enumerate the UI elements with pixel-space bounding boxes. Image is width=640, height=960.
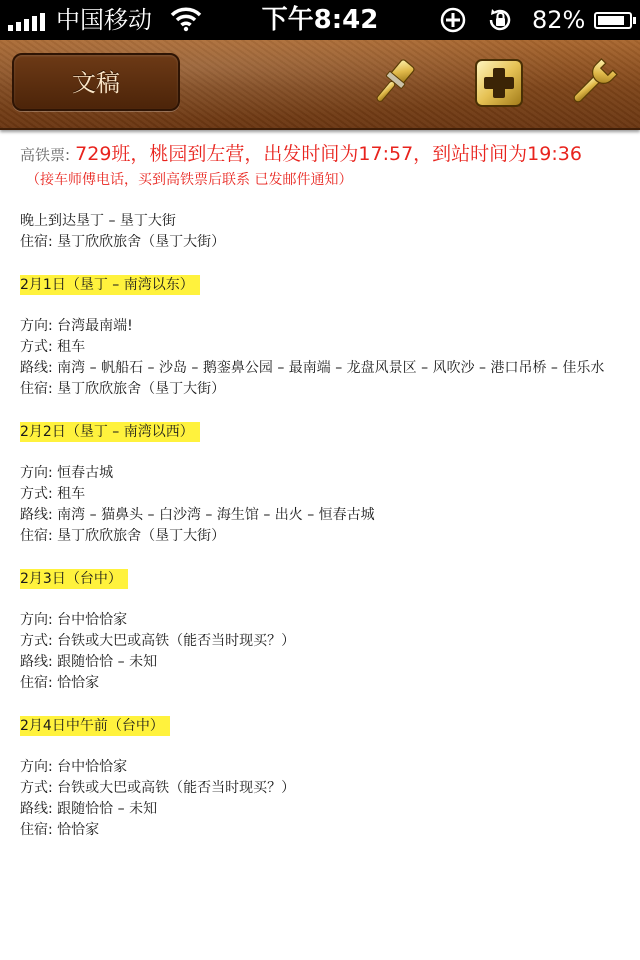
intro-line: 晚上到达垦丁 – 垦丁大街 bbox=[20, 213, 176, 229]
day-line: 方式: 台铁或大巴或高铁（能否当时现买？） bbox=[20, 633, 296, 649]
day-title: 2月2日（垦丁 – 南湾以西） bbox=[20, 422, 200, 442]
add-note-icon[interactable] bbox=[472, 56, 526, 110]
documents-button[interactable]: 文稿 bbox=[12, 53, 180, 111]
note-content[interactable] bbox=[20, 140, 624, 841]
day-line: 住宿: 恰恰家 bbox=[20, 822, 100, 838]
day-line: 路线: 南湾 – 帆船石 – 沙岛 – 鹅銮鼻公园 – 最南端 – 龙盘风景区 – 风吹沙 – 港口吊桥 – 佳乐水 bbox=[20, 360, 605, 376]
hsr-ticket-details: 729班，桃园到左营，出发时间为17:57，到站时间为19:36 bbox=[75, 143, 582, 165]
wrench-icon[interactable] bbox=[566, 56, 620, 110]
location-services-icon bbox=[440, 7, 466, 33]
battery-icon bbox=[594, 12, 632, 29]
day-line: 方向: 台湾最南端! bbox=[20, 318, 133, 334]
day-title: 2月1日（垦丁 – 南湾以东） bbox=[20, 275, 200, 295]
day-line: 路线: 跟随恰恰 – 未知 bbox=[20, 801, 158, 817]
day-section bbox=[20, 421, 624, 547]
day-section bbox=[20, 274, 624, 400]
day-title: 2月4日中午前（台中） bbox=[20, 716, 170, 736]
toolbar bbox=[0, 40, 640, 130]
day-section bbox=[20, 568, 624, 694]
status-bar bbox=[0, 0, 640, 40]
day-line: 方向: 台中恰恰家 bbox=[20, 612, 128, 628]
hsr-ticket-line bbox=[20, 140, 624, 169]
hsr-ticket-label: 高铁票: bbox=[20, 146, 71, 164]
intro-line: 住宿: 垦丁欣欣旅舍（垦丁大街） bbox=[20, 234, 226, 250]
day-line: 住宿: 垦丁欣欣旅舍（垦丁大街） bbox=[20, 381, 226, 397]
day-section bbox=[20, 715, 624, 841]
pickup-note: （接车师傅电话，买到高铁票后联系 已发邮件通知） bbox=[26, 172, 353, 188]
day-line: 方式: 租车 bbox=[20, 486, 86, 502]
day-line: 路线: 跟随恰恰 – 未知 bbox=[20, 654, 158, 670]
day-line: 方式: 租车 bbox=[20, 339, 86, 355]
day-line: 住宿: 垦丁欣欣旅舍（垦丁大街） bbox=[20, 528, 226, 544]
day-line: 方向: 台中恰恰家 bbox=[20, 759, 128, 775]
day-line: 方向: 恒春古城 bbox=[20, 465, 114, 481]
rotation-lock-icon bbox=[486, 7, 514, 33]
battery-percentage: 82% bbox=[532, 6, 586, 34]
status-time: 下午8:42 bbox=[261, 5, 379, 35]
carrier-name: 中国移动 bbox=[56, 6, 152, 34]
paintbrush-icon[interactable] bbox=[366, 56, 420, 110]
day-line: 方式: 台铁或大巴或高铁（能否当时现买？） bbox=[20, 780, 296, 796]
day-line: 路线: 南湾 – 猫鼻头 – 白沙湾 – 海生馆 – 出火 – 恒春古城 bbox=[20, 507, 375, 523]
day-title: 2月3日（台中） bbox=[20, 569, 128, 589]
day-line: 住宿: 恰恰家 bbox=[20, 675, 100, 691]
